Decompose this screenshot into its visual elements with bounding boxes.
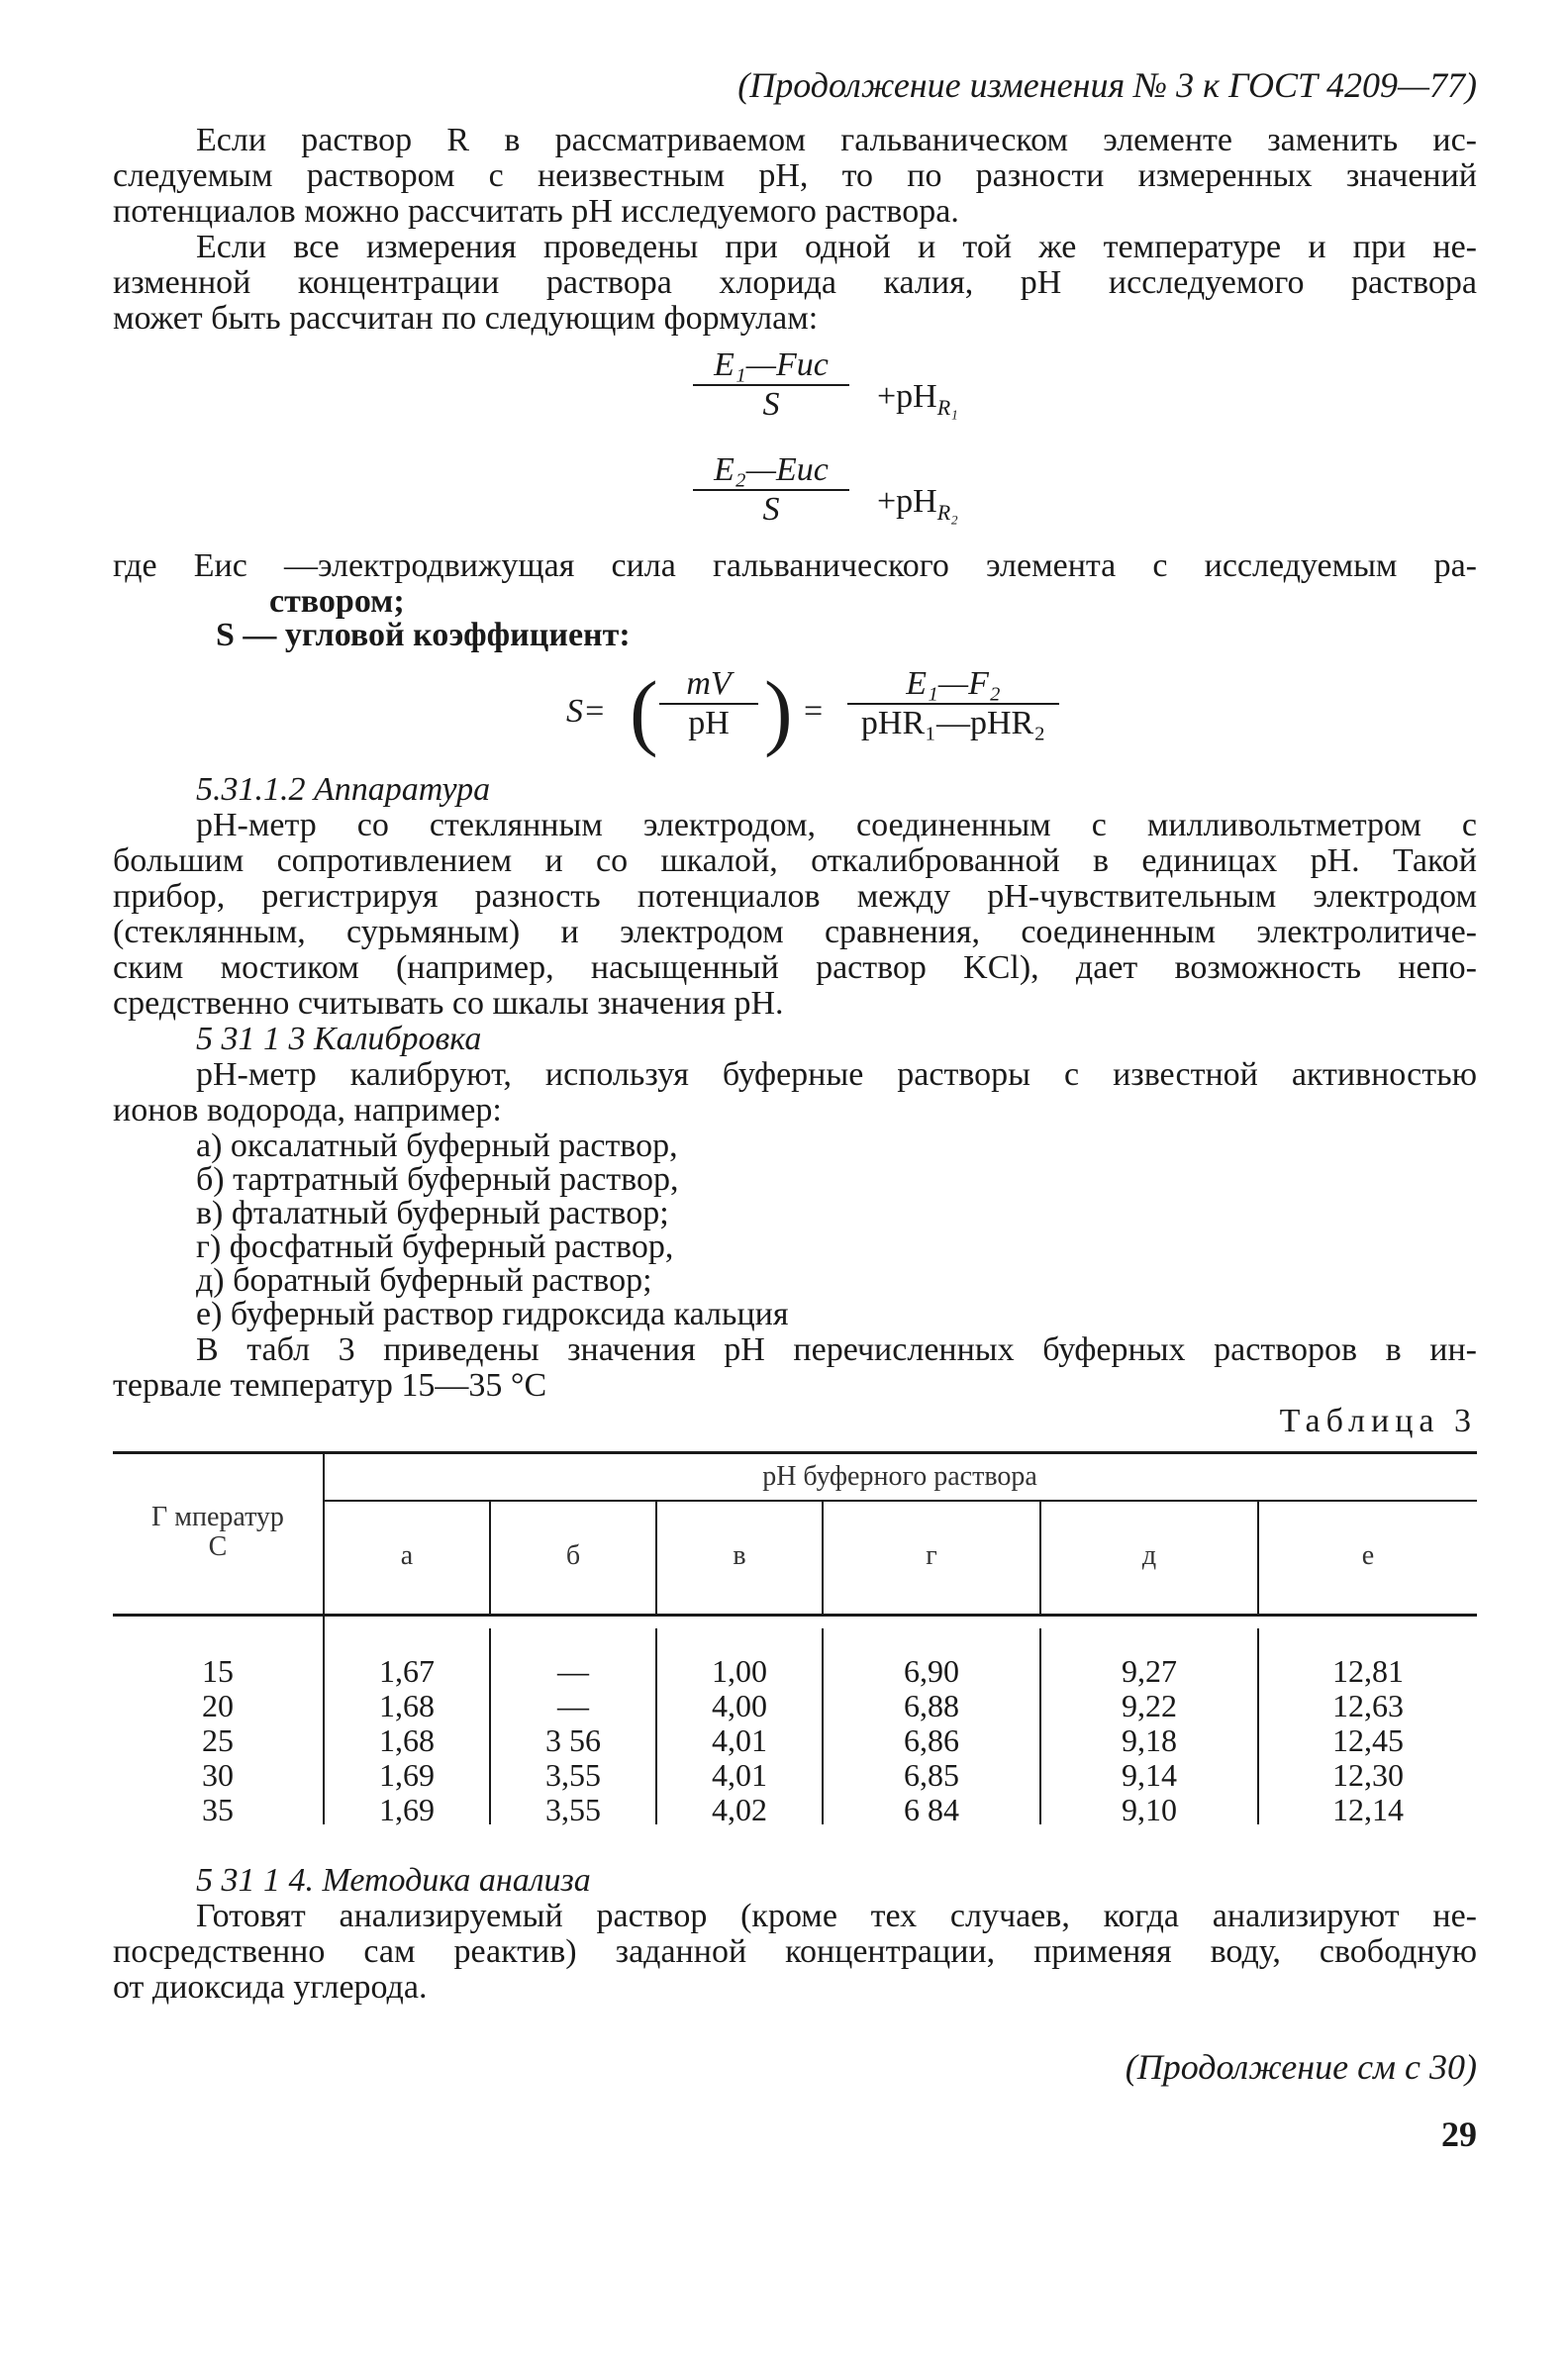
formula-2-tail: $+pH_{R_2}$ <box>877 483 958 525</box>
apparatus-line: (стеклянным, сурьмяным) и электродом сравнения, соединенным электролитиче- <box>113 914 1477 950</box>
ph-value-cell: 6,90 <box>904 1653 959 1689</box>
column-header: а <box>400 1540 414 1571</box>
column-header: е <box>1361 1540 1375 1571</box>
formula-2-numerator: E₂—Eис <box>693 451 849 491</box>
page-number: 29 <box>1441 2114 1477 2154</box>
ph-value-cell: 1,67 <box>379 1653 435 1689</box>
apparatus-line: прибор, регистрируя разность потенциалов между pH-чувствительным электродом <box>113 878 1477 915</box>
where-line: створом; <box>269 583 405 620</box>
slope-ph: pH <box>688 705 730 741</box>
para1-line: следуемым раствором с неизвестным pH, то по разности измеренных значений <box>113 157 1477 194</box>
buffer-list-item: б) тартратный буферный раствор, <box>196 1161 679 1198</box>
column-header: д <box>1141 1540 1157 1571</box>
para2-line: Если все измерения проведены при одной и той же температуре и при не- <box>196 229 1477 265</box>
ph-value-cell: — <box>557 1653 589 1689</box>
ph-value-cell: 9,10 <box>1122 1792 1177 1827</box>
temperature-cell: 20 <box>202 1688 234 1723</box>
ph-value-cell: 12,14 <box>1332 1792 1404 1827</box>
formula-1-fraction <box>693 346 849 424</box>
table-reference-line: тервале температур 15—35 °C <box>113 1367 547 1404</box>
apparatus-line: средственно считывать со шкалы значения pH. <box>113 985 784 1022</box>
column-header: в <box>733 1540 746 1571</box>
formula-2-denominator: S <box>762 491 780 528</box>
temperature-cell: 30 <box>202 1757 234 1793</box>
formula-1-numerator: E₁—Fис <box>693 346 849 386</box>
slope-mv-ph-fraction <box>659 665 758 742</box>
apparatus-line: ским мостиком (например, насыщенный раствор KCl), дает возможность непо- <box>113 949 1477 986</box>
formula-2-fraction <box>693 451 849 529</box>
para1-line: потенциалов можно рассчитать pH исследуемого раствора. <box>113 193 959 230</box>
buffer-list-item: д) боратный буферный раствор; <box>196 1262 652 1299</box>
table-caption: Таблица 3 <box>1279 1403 1477 1439</box>
ph-value-cell: 9,18 <box>1122 1722 1177 1758</box>
calibration-line: ионов водорода, например: <box>113 1092 502 1129</box>
paren-right: ) <box>764 663 793 758</box>
paren-left: ( <box>630 663 658 758</box>
ph-value-cell: 9,27 <box>1122 1653 1177 1689</box>
method-line: Готовят анализируемый раствор (кроме тех случаев, когда анализируют не- <box>196 1898 1477 1934</box>
temperature-header <box>113 1503 323 1562</box>
ph-value-cell: — <box>557 1688 589 1723</box>
apparatus-line: большим сопротивлением и со шкалой, откалиброванной в единицах pH. Такой <box>113 842 1477 879</box>
temperature-header-unit: С <box>208 1531 228 1562</box>
ph-value-cell: 1,69 <box>379 1792 435 1827</box>
para2-line: изменной концентрации раствора хлорида калия, pH исследуемого раствора <box>113 264 1477 301</box>
buffer-list-item: в) фталатный буферный раствор; <box>196 1195 669 1231</box>
para2-line: может быть рассчитан по следующим формулам: <box>113 300 819 337</box>
temperature-cell: 15 <box>202 1653 234 1689</box>
buffer-list-item: г) фосфатный буферный раствор, <box>196 1228 674 1265</box>
ph-value-cell: 12,63 <box>1332 1688 1404 1723</box>
ph-value-cell: 4,01 <box>712 1757 767 1793</box>
slope-mv: mV <box>659 665 758 705</box>
formula-1-tail: $+pH_{R_1}$ <box>877 378 958 420</box>
ph-value-cell: 1,68 <box>379 1688 435 1723</box>
table-group-rule <box>323 1500 1477 1502</box>
ph-value-cell: 6,86 <box>904 1722 959 1758</box>
ph-value-cell: 12,30 <box>1332 1757 1404 1793</box>
ph-value-cell: 6 84 <box>904 1792 959 1827</box>
ph-value-cell: 1,69 <box>379 1757 435 1793</box>
formula-1-denominator: S <box>762 386 780 423</box>
where-line: где Eис —электродвижущая сила гальванического элемента с исследуемым ра- <box>113 547 1477 584</box>
calibration-line: pH-метр калибруют, используя буферные растворы с известной активностью <box>196 1056 1477 1093</box>
buffer-list-item: а) оксалатный буферный раствор, <box>196 1128 678 1164</box>
method-line: от диоксида углерода. <box>113 1969 428 2006</box>
slope-rhs-fraction <box>847 665 1059 742</box>
table-reference-line: В табл 3 приведены значения pH перечисленных буферных растворов в ин- <box>196 1331 1477 1368</box>
ph-value-cell: 1,68 <box>379 1722 435 1758</box>
section-method-title: 5 31 1 4. Методика анализа <box>196 1862 591 1899</box>
section-calibration-title: 5 31 1 3 Калибровка <box>196 1021 482 1057</box>
table-top-rule <box>113 1451 1477 1454</box>
slope-rhs-numerator: E₁—F₂ <box>847 665 1059 705</box>
slope-definition: S — угловой коэффициент: <box>216 617 631 653</box>
ph-group-header: pH буферного раствора <box>762 1461 1037 1492</box>
ph-value-cell: 4,02 <box>712 1792 767 1827</box>
column-header: г <box>926 1540 937 1571</box>
method-line: посредственно сам реактив) заданной концентрации, применяя воду, свободную <box>113 1933 1477 1970</box>
apparatus-line: pH-метр со стеклянным электродом, соединенным с милливольтметром с <box>196 807 1477 843</box>
continued-footer: (Продолжение см с 30) <box>1125 2047 1477 2087</box>
slope-rhs-denominator: pHR₁—pHR₂ <box>860 705 1046 741</box>
slope-equals: = <box>804 693 824 730</box>
temperature-cell: 25 <box>202 1722 234 1758</box>
ph-value-cell: 3,55 <box>545 1792 601 1827</box>
ph-value-cell: 12,81 <box>1332 1653 1404 1689</box>
table-header-rule <box>113 1614 1477 1617</box>
para1-line: Если раствор R в рассматриваемом гальваническом элементе заменить ис- <box>196 122 1477 158</box>
ph-value-cell: 6,85 <box>904 1757 959 1793</box>
ph-value-cell: 9,22 <box>1122 1688 1177 1723</box>
ph-value-cell: 3 56 <box>545 1722 601 1758</box>
buffer-list-item: е) буферный раствор гидроксида кальция <box>196 1296 789 1332</box>
ph-value-cell: 3,55 <box>545 1757 601 1793</box>
continuation-header: (Продолжение изменения № 3 к ГОСТ 4209—77) <box>737 65 1477 105</box>
slope-formula-lhs: S= <box>566 693 606 730</box>
ph-value-cell: 4,00 <box>712 1688 767 1723</box>
ph-value-cell: 1,00 <box>712 1653 767 1689</box>
ph-value-cell: 4,01 <box>712 1722 767 1758</box>
ph-value-cell: 6,88 <box>904 1688 959 1723</box>
temperature-cell: 35 <box>202 1792 234 1827</box>
ph-value-cell: 9,14 <box>1122 1757 1177 1793</box>
ph-value-cell: 12,45 <box>1332 1722 1404 1758</box>
temperature-header-line: Г мператур <box>151 1502 284 1532</box>
section-apparatus-title: 5.31.1.2 Аппаратура <box>196 771 491 808</box>
column-header: б <box>565 1540 581 1571</box>
